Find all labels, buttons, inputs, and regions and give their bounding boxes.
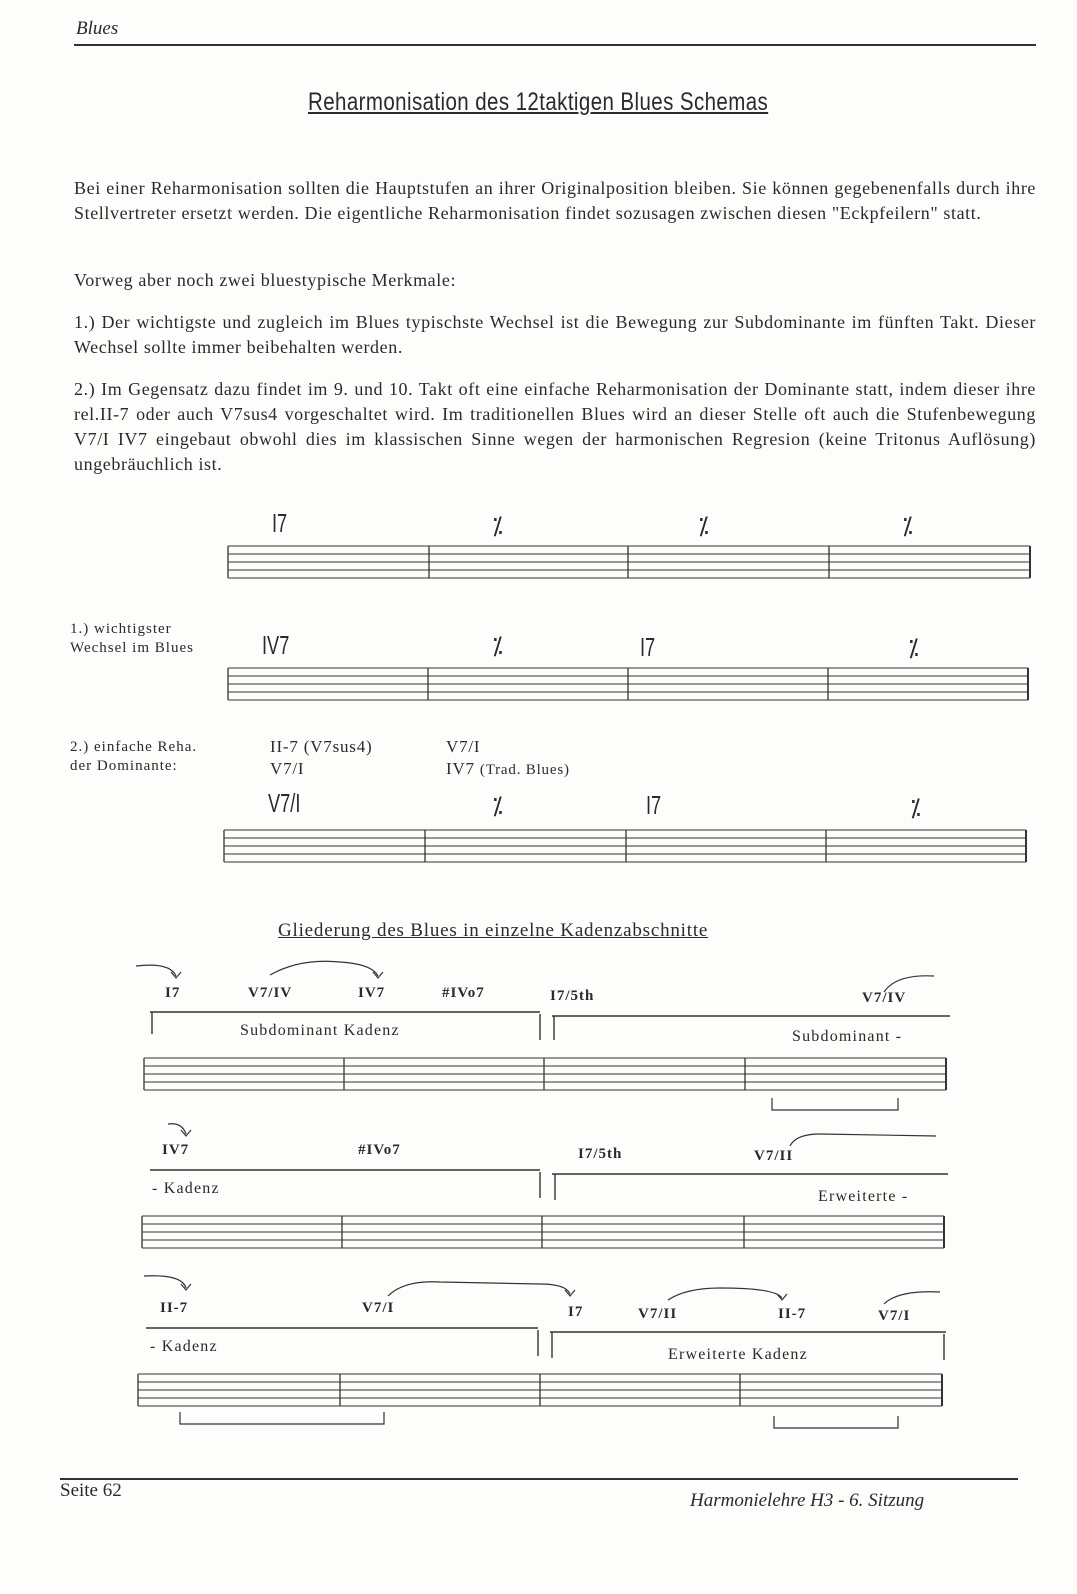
repeat-sign: ⁒ [910,794,921,822]
cadence3-chord-2: V7/I [362,1300,395,1316]
cadence3-chord-4: V7/II [638,1306,678,1322]
cadence1-arrow [884,976,934,992]
cadence3-section-2: Erweiterte Kadenz [668,1346,808,1363]
cadence2-section-1: - Kadenz [152,1180,220,1197]
repeat-sign: ⁒ [698,512,709,540]
staff3-option-2: V7/I IV7 (Trad. Blues) [446,737,570,778]
cadence2-chord-3: I7/5th [578,1146,623,1162]
staff3-chord-v7i: V7/I [268,788,301,818]
cadence2-chord-2: #IVo7 [358,1142,401,1158]
paragraph-intro: Bei einer Reharmonisation sollten die Hauptstufen an ihrer Originalposition bleiben. Sie können gegebenenfalls durch ihre Stellvertreter ersetzt werden. Die eigentliche Reharmonisation findet sozusagen zwischen diesen "Eckpfeilern" statt. [74,178,1036,223]
staff2-chord-iv7: IV7 [262,630,290,660]
cadence1-chord-5: I7/5th [550,988,595,1004]
cadence1-chord-6: V7/IV [862,990,907,1006]
cadence1-chord-1: I7 [165,985,181,1001]
section-subtitle: Gliederung des Blues in einzelne Kadenzabschnitte [278,920,709,941]
staff2-chord-i7: I7 [640,632,656,662]
paragraph-point-2: 2.) Im Gegensatz dazu findet im 9. und 10. Takt oft eine einfache Reharmonisation der Dominante statt, indem dieser ihre rel.II-7 oder auch V7sus4 vorgeschaltet wird. Im traditionellen Blues wird an dieser Stelle oft auch die Stufenbewegung V7/I IV7 eingebaut obwohl dies im klassischen Sinne wegen der harmonischen Regresion (keine Tritonus Auflösung) ungebräuchlich ist. [74,379,1036,474]
cadence3-arrow [388,1282,570,1296]
staff3-label: 2.) einfache Reha. der Dominante: [70,739,198,774]
cadence2-arrow [790,1134,936,1146]
cadence2-section-2: Erweiterte - [818,1188,909,1205]
repeat-sign: ⁒ [492,792,503,820]
staff3-chord-i7: I7 [646,790,662,820]
cadence1-chord-3: IV7 [358,985,386,1001]
cadence3-arrow [884,1292,940,1304]
repeat-sign: ⁒ [908,634,919,662]
paragraph-point-1: 1.) Der wichtigste und zugleich im Blues typischste Wechsel ist die Bewegung zur Subdominante im fünften Takt. Dieser Wechsel sollte immer beibehalten werden. [74,312,1036,357]
page-number: Seite 62 [60,1480,122,1501]
course-footer: Harmonielehre H3 - 6. Sitzung [690,1490,925,1511]
cadence3-arrow [144,1276,186,1288]
cadence3-underbracket [180,1412,384,1424]
cadence1-section-2: Subdominant - [792,1028,903,1045]
staff3-option-1: II-7 (V7sus4) V7/I [270,737,373,778]
cadence3-chord-3: I7 [568,1304,584,1320]
cadence3-arrow [668,1288,782,1300]
cadence2-chord-4: V7/II [754,1148,794,1164]
section-header: Blues [76,18,119,39]
repeat-sign: ⁒ [492,512,503,540]
cadence3-underbracket [774,1416,898,1428]
cadence1-chord-2: V7/IV [248,985,293,1001]
repeat-sign: ⁒ [492,632,503,660]
staff2-label: 1.) wichtigster Wechsel im Blues [70,621,194,656]
cadence3-chord-5: II-7 [778,1306,807,1322]
cadence1-arrow [270,961,378,976]
staff1-chord-1: I7 [272,508,288,538]
page-title: Reharmonisation des 12taktigen Blues Schemas [308,88,769,116]
repeat-sign: ⁒ [902,512,913,540]
cadence3-chord-1: II-7 [160,1300,189,1316]
cadence2-chord-1: IV7 [162,1142,190,1158]
paragraph-merkmale: Vorweg aber noch zwei bluestypische Merkmale: [74,270,457,290]
cadence1-chord-4: #IVo7 [442,985,485,1001]
cadence3-section-1: - Kadenz [150,1338,218,1355]
cadence1-section-1: Subdominant Kadenz [240,1022,400,1039]
cadence3-chord-6: V7/I [878,1308,911,1324]
cadence1-arrow [136,965,176,976]
cadence1-underbracket [772,1098,898,1110]
